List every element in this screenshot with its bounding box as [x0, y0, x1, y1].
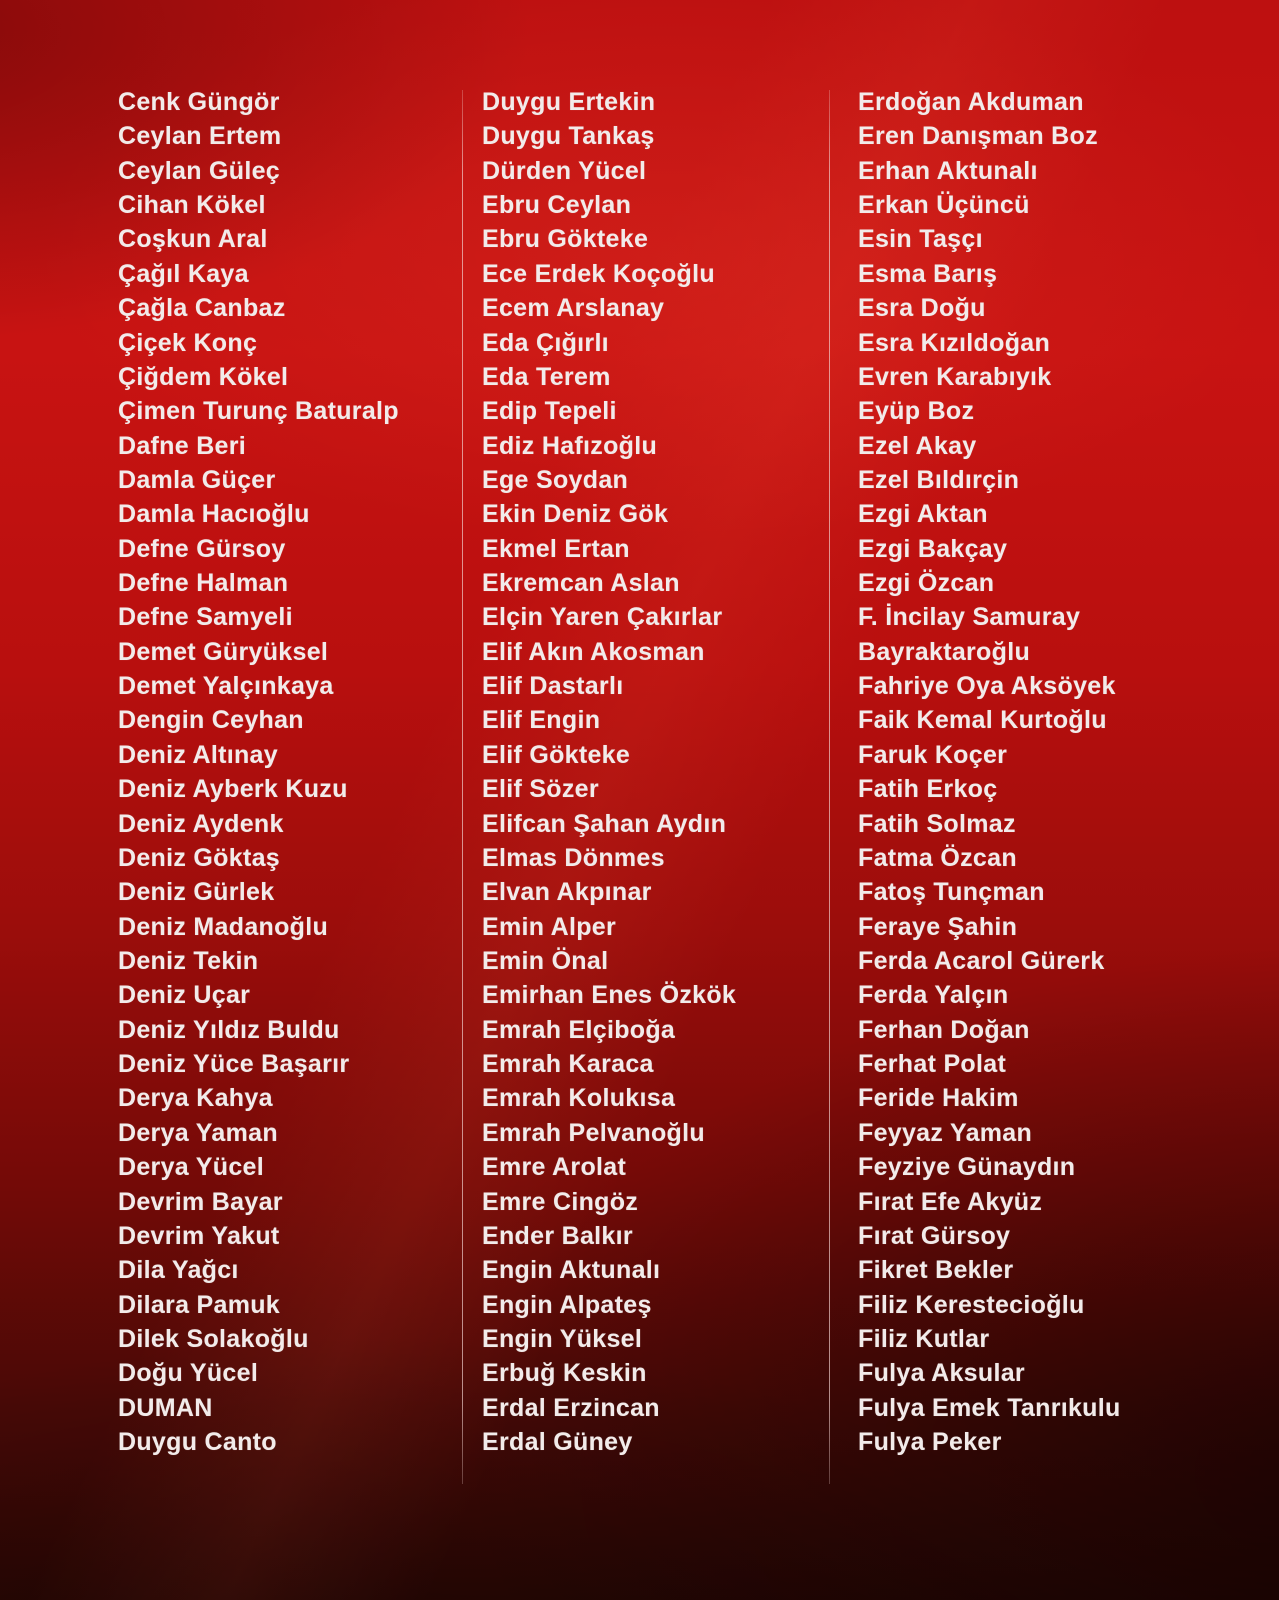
list-item: Emrah Karaca: [482, 1050, 654, 1079]
list-item: Fırat Efe Akyüz: [858, 1187, 1043, 1216]
list-item: Emrah Pelvanoğlu: [482, 1118, 705, 1147]
list-item: Elif Engin: [482, 706, 601, 735]
list-item: Eren Danışman Boz: [858, 122, 1098, 151]
list-item: Filiz Kutlar: [858, 1324, 990, 1353]
list-item: Çağıl Kaya: [118, 259, 249, 288]
list-item: Dilara Pamuk: [118, 1290, 281, 1319]
name-column-3: [858, 85, 1121, 1459]
list-item: Fırat Gürsoy: [858, 1221, 1011, 1250]
list-item: Ezel Akay: [858, 431, 977, 460]
list-item: Emin Alper: [482, 912, 617, 941]
list-item: Cenk Güngör: [118, 88, 280, 116]
list-item: Emin Önal: [482, 946, 609, 975]
list-item: Demet Yalçınkaya: [118, 672, 334, 701]
list-item: Ezgi Bakçay: [858, 534, 1008, 563]
list-item: Engin Aktunalı: [482, 1256, 661, 1285]
list-item: Esin Taşçı: [858, 225, 983, 254]
list-item: Emre Arolat: [482, 1153, 627, 1182]
list-item: Fatoş Tunçman: [858, 878, 1045, 907]
list-item: Ece Erdek Koçoğlu: [482, 259, 715, 288]
list-item: Ceylan Güleç: [118, 156, 280, 185]
list-item: Deniz Tekin: [118, 946, 259, 975]
column-divider-1: [462, 90, 463, 1484]
list-item: Derya Yücel: [118, 1153, 264, 1182]
list-item: Ceylan Ertem: [118, 122, 282, 151]
list-item: Emirhan Enes Özkök: [482, 981, 737, 1010]
list-item: Erbuğ Keskin: [482, 1359, 647, 1388]
list-item: Ege Soydan: [482, 465, 629, 494]
list-item: Ezgi Özcan: [858, 569, 995, 598]
list-item: Ekmel Ertan: [482, 534, 630, 563]
list-item: Erdoğan Akduman: [858, 88, 1084, 116]
list-item: Erdal Erzincan: [482, 1393, 660, 1422]
list-item: Eda Çığırlı: [482, 328, 609, 357]
list-item: Emre Cingöz: [482, 1187, 639, 1216]
list-item: Esma Barış: [858, 259, 998, 288]
list-item: Damla Hacıoğlu: [118, 500, 310, 529]
list-item: Ekremcan Aslan: [482, 569, 680, 598]
list-item: Demet Güryüksel: [118, 637, 329, 666]
list-item: Feyyaz Yaman: [858, 1118, 1033, 1147]
list-item: Devrim Yakut: [118, 1221, 280, 1250]
list-item: Duygu Canto: [118, 1428, 277, 1457]
list-item: Eda Terem: [482, 362, 611, 391]
list-item: Dengin Ceyhan: [118, 706, 304, 735]
list-item: Fatih Erkoç: [858, 775, 998, 804]
list-item: Fatih Solmaz: [858, 809, 1016, 838]
list-item: Elif Akın Akosman: [482, 637, 705, 666]
list-item: Duygu Ertekin: [482, 88, 656, 116]
list-item: Dürden Yücel: [482, 156, 647, 185]
list-item: Feyziye Günaydın: [858, 1153, 1076, 1182]
list-item: Damla Güçer: [118, 465, 276, 494]
list-item: Erhan Aktunalı: [858, 156, 1038, 185]
list-item: Ediz Hafızoğlu: [482, 431, 658, 460]
column-divider-2: [829, 90, 830, 1484]
list-item: Erkan Üçüncü: [858, 191, 1030, 220]
list-item: Deniz Yıldız Buldu: [118, 1015, 340, 1044]
list-item: Deniz Altınay: [118, 740, 278, 769]
list-item: Duygu Tankaş: [482, 122, 655, 151]
list-item: F. İncilay Samuray: [858, 603, 1081, 632]
list-item: Emrah Kolukısa: [482, 1084, 676, 1113]
list-item: Fatma Özcan: [858, 843, 1017, 872]
list-item: Fahriye Oya Aksöyek: [858, 672, 1116, 701]
list-item: Filiz Kerestecioğlu: [858, 1290, 1085, 1319]
list-item: Ferhat Polat: [858, 1050, 1007, 1079]
name-column-1: [118, 85, 399, 1459]
list-item: DUMAN: [118, 1393, 213, 1422]
list-item: Fikret Bekler: [858, 1256, 1014, 1285]
list-item: Erdal Güney: [482, 1428, 633, 1457]
list-item: Elif Dastarlı: [482, 672, 624, 701]
list-item: Elçin Yaren Çakırlar: [482, 603, 723, 632]
list-item: Deniz Aydenk: [118, 809, 284, 838]
list-item: Engin Alpateş: [482, 1290, 652, 1319]
list-item: Bayraktaroğlu: [858, 637, 1031, 666]
name-column-2: [482, 85, 736, 1459]
list-item: Defne Halman: [118, 569, 289, 598]
list-item: Deniz Gürlek: [118, 878, 275, 907]
list-item: Defne Gürsoy: [118, 534, 286, 563]
list-item: Elif Gökteke: [482, 740, 631, 769]
list-item: Elmas Dönmes: [482, 843, 665, 872]
list-item: Derya Yaman: [118, 1118, 278, 1147]
list-item: Defne Samyeli: [118, 603, 293, 632]
list-item: Edip Tepeli: [482, 397, 617, 426]
list-item: Deniz Madanoğlu: [118, 912, 329, 941]
list-item: Çağla Canbaz: [118, 294, 286, 323]
list-item: Devrim Bayar: [118, 1187, 283, 1216]
list-item: Deniz Yüce Başarır: [118, 1050, 350, 1079]
list-item: Çiçek Konç: [118, 328, 258, 357]
list-item: Dafne Beri: [118, 431, 247, 460]
list-item: Elif Sözer: [482, 775, 599, 804]
list-item: Deniz Ayberk Kuzu: [118, 775, 348, 804]
list-item: Fulya Emek Tanrıkulu: [858, 1393, 1121, 1422]
list-item: Ecem Arslanay: [482, 294, 665, 323]
list-item: Ferhan Doğan: [858, 1015, 1030, 1044]
list-item: Faik Kemal Kurtoğlu: [858, 706, 1107, 735]
list-item: Fulya Aksular: [858, 1359, 1025, 1388]
list-item: Doğu Yücel: [118, 1359, 259, 1388]
list-item: Evren Karabıyık: [858, 362, 1052, 391]
list-item: Çiğdem Kökel: [118, 362, 289, 391]
list-item: Ezel Bıldırçin: [858, 465, 1020, 494]
list-item: Deniz Göktaş: [118, 843, 280, 872]
list-item: Ebru Ceylan: [482, 191, 632, 220]
list-item: Coşkun Aral: [118, 225, 268, 254]
list-item: Fulya Peker: [858, 1428, 1002, 1457]
list-item: Elifcan Şahan Aydın: [482, 809, 727, 838]
list-item: Ferda Yalçın: [858, 981, 1009, 1010]
list-item: Derya Kahya: [118, 1084, 273, 1113]
list-item: Dilek Solakoğlu: [118, 1324, 309, 1353]
list-item: Deniz Uçar: [118, 981, 251, 1010]
list-item: Esra Kızıldoğan: [858, 328, 1051, 357]
list-item: Esra Doğu: [858, 294, 986, 323]
list-item: Eyüp Boz: [858, 397, 975, 426]
list-item: Ferda Acarol Gürerk: [858, 946, 1105, 975]
list-item: Dila Yağcı: [118, 1256, 239, 1285]
list-item: Feraye Şahin: [858, 912, 1018, 941]
list-item: Faruk Koçer: [858, 740, 1008, 769]
list-item: Emrah Elçiboğa: [482, 1015, 676, 1044]
list-item: Cihan Kökel: [118, 191, 266, 220]
list-item: Engin Yüksel: [482, 1324, 643, 1353]
list-item: Çimen Turunç Baturalp: [118, 397, 399, 426]
list-item: Elvan Akpınar: [482, 878, 652, 907]
list-item: Ender Balkır: [482, 1221, 633, 1250]
list-item: Feride Hakim: [858, 1084, 1019, 1113]
list-item: Ekin Deniz Gök: [482, 500, 669, 529]
list-item: Ebru Gökteke: [482, 225, 649, 254]
list-item: Ezgi Aktan: [858, 500, 988, 529]
